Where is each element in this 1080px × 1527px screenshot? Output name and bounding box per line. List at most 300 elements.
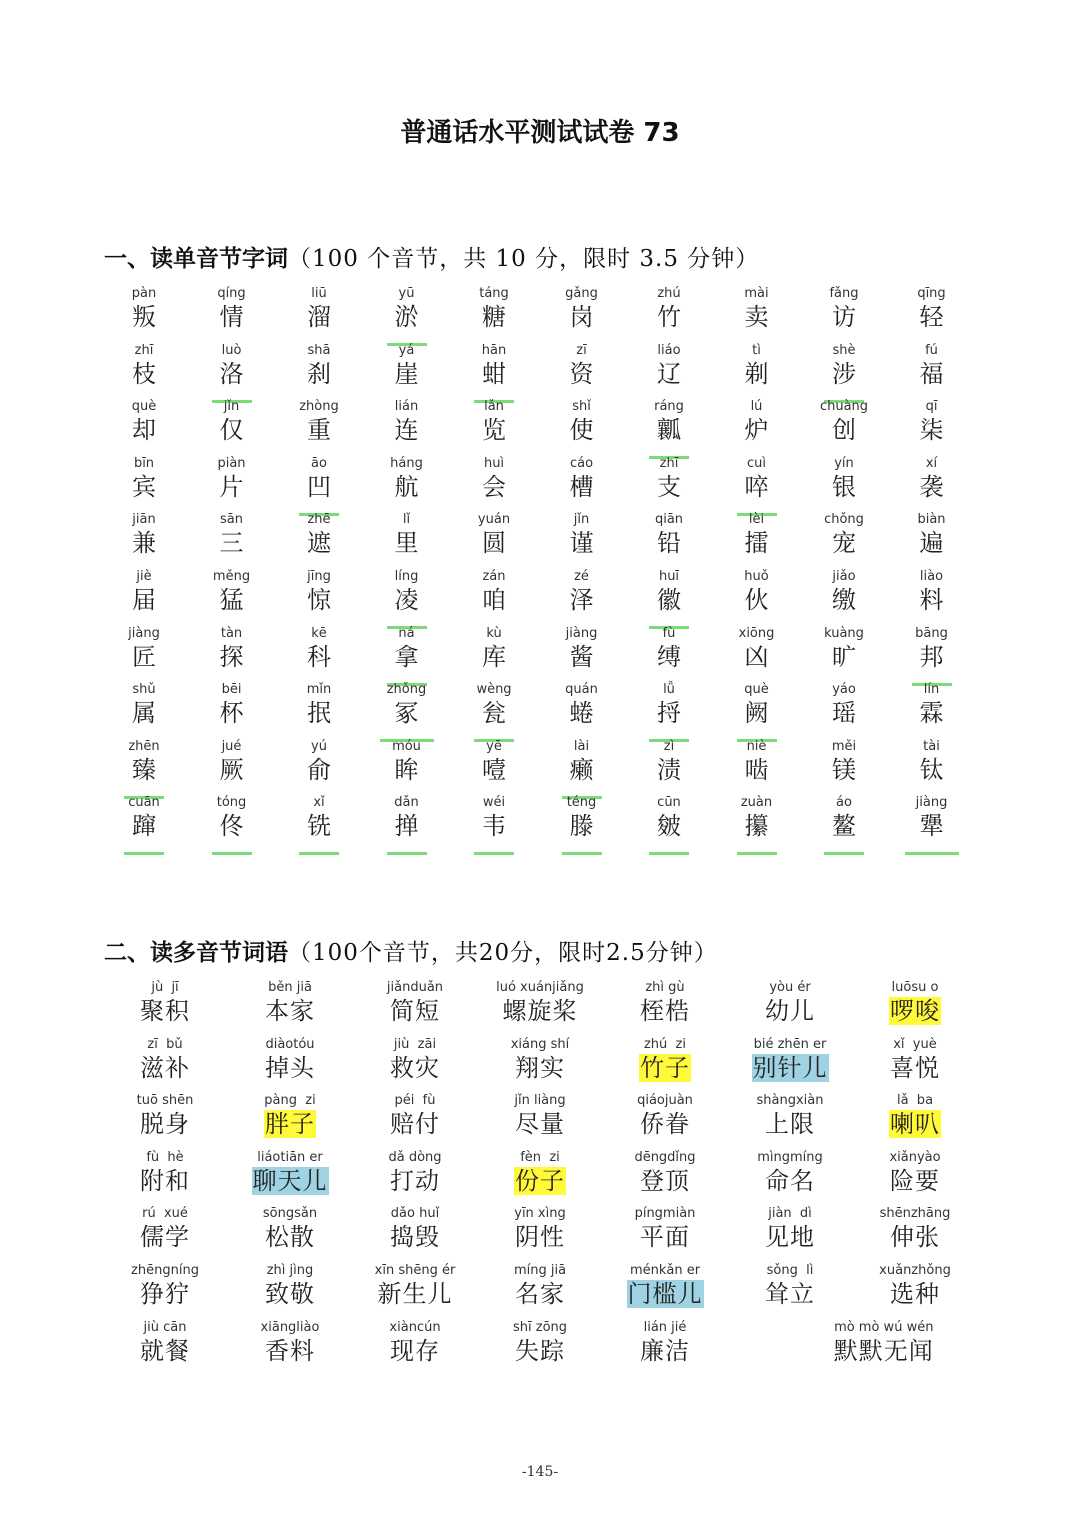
word [850, 1109, 980, 1139]
word [225, 996, 355, 1026]
hanzi: 轻 [919, 303, 944, 331]
hanzi: 噎 [482, 755, 506, 784]
hanzi: 袭 [919, 472, 944, 501]
syllable-cell [713, 456, 801, 512]
word-cell [600, 1093, 730, 1149]
syllable-cell [713, 399, 801, 455]
hanzi: 捋 [657, 699, 681, 728]
syllable-cell [625, 286, 713, 342]
word-text: 廉洁 [640, 1336, 690, 1365]
hanzi: 滕 [569, 812, 594, 841]
pinyin: jiàng [128, 625, 160, 641]
syllable-cell [275, 569, 363, 625]
syllable-cell [450, 739, 538, 795]
pinyin: xǐ [313, 795, 325, 811]
word-cell [350, 1037, 480, 1093]
pinyin: shè [832, 342, 856, 358]
pinyin: liào [919, 569, 944, 584]
difficulty-underline [649, 852, 689, 855]
pinyin: luōsu o [891, 980, 939, 995]
difficulty-underline [905, 852, 959, 855]
pinyin: pàng zi [264, 1093, 316, 1109]
syllable-cell [100, 795, 188, 851]
syllable-cell [188, 286, 276, 342]
hanzi: 缚 [657, 642, 681, 671]
difficulty-underline [124, 852, 164, 855]
word-cell [350, 1206, 480, 1262]
pinyin: yē [486, 738, 502, 754]
word [850, 996, 980, 1026]
hanzi: 宾 [132, 472, 156, 501]
word-cell [225, 1206, 355, 1262]
word [725, 1053, 855, 1083]
word-text: 螺旋桨 [502, 997, 578, 1025]
syllable-cell [363, 286, 451, 342]
hanzi: 徽 [657, 586, 681, 614]
pinyin: dǎo huǐ [390, 1206, 440, 1222]
word-cell [350, 1320, 480, 1376]
pinyin: liáotiān er [257, 1149, 323, 1165]
pinyin: jǐn [223, 399, 240, 415]
word-cell [350, 1263, 480, 1319]
syllable-cell [275, 286, 363, 342]
hanzi: 宠 [832, 529, 856, 558]
word-text: 侨眷 [640, 1110, 690, 1139]
syllable-cell [275, 626, 363, 682]
syllable-cell [538, 682, 626, 738]
word [350, 1166, 480, 1196]
hanzi: 涉 [832, 359, 856, 388]
word [850, 1166, 980, 1196]
section2-heading [104, 934, 718, 967]
pinyin: zī bǔ [147, 1036, 183, 1052]
word-text: 附和 [140, 1166, 190, 1195]
syllable-cell [538, 795, 626, 851]
syllable-cell [538, 399, 626, 455]
pinyin: zhì jìng [266, 1263, 314, 1278]
pinyin: diàotóu [265, 1036, 315, 1052]
pinyin: sān [220, 512, 243, 528]
pinyin: tóng [216, 795, 247, 811]
pinyin: piàn [217, 455, 246, 471]
word [225, 1166, 355, 1196]
word-text: 伸张 [890, 1223, 940, 1252]
word-cell [475, 1037, 605, 1093]
syllable-cell [450, 682, 538, 738]
word-text: 本家 [265, 997, 315, 1025]
word-cell [100, 1037, 230, 1093]
word [475, 1279, 605, 1309]
word-text: 致敬 [265, 1280, 315, 1308]
hanzi: 厥 [219, 755, 244, 784]
pinyin: sōngsǎn [262, 1206, 318, 1222]
pinyin: jiān [132, 512, 156, 528]
pinyin: jǐn liàng [514, 1093, 566, 1109]
pinyin: xiōng [738, 625, 775, 641]
pinyin: píngmiàn [634, 1206, 696, 1222]
pinyin: lǚ [663, 682, 675, 698]
hanzi: 邦 [919, 642, 944, 671]
pinyin: líng [394, 569, 419, 584]
word [475, 1053, 605, 1083]
pinyin: táng [479, 286, 509, 301]
syllable-cell [450, 795, 538, 851]
hanzi: 霖 [919, 699, 944, 728]
hanzi: 冢 [394, 699, 419, 728]
hanzi: 岗 [569, 303, 594, 331]
syllable-cell [713, 626, 801, 682]
word-text: 耸立 [765, 1280, 815, 1308]
difficulty-underline [824, 852, 864, 855]
pinyin: tài [923, 738, 940, 754]
hanzi: 蚶 [482, 359, 506, 388]
syllable-cell [625, 343, 713, 399]
hanzi: 淤 [394, 303, 419, 331]
syllable-cell [275, 795, 363, 851]
word [350, 1222, 480, 1252]
pinyin: móu [392, 738, 421, 754]
word-cell [725, 1206, 855, 1262]
syllable-cell [363, 626, 451, 682]
pinyin: shēnzhāng [879, 1206, 951, 1222]
pinyin: lín [923, 682, 940, 698]
pinyin: lài [573, 738, 590, 754]
syllable-cell [275, 512, 363, 568]
word-cell [225, 1150, 355, 1206]
pinyin: tuō shēn [136, 1093, 194, 1109]
hanzi: 属 [132, 699, 156, 728]
hanzi: 柒 [919, 416, 944, 445]
pinyin: chǒng [824, 512, 864, 528]
word-text: 门槛儿 [627, 1280, 703, 1308]
syllable-cell [275, 343, 363, 399]
syllable-cell [800, 569, 888, 625]
syllable-cell [538, 626, 626, 682]
word-cell [475, 980, 605, 1036]
pinyin: xiàncún [389, 1319, 441, 1335]
hanzi: 情 [219, 303, 244, 331]
word [350, 996, 480, 1026]
difficulty-underline [299, 852, 339, 855]
pinyin: fǎng [829, 286, 859, 301]
hanzi: 会 [482, 472, 506, 501]
pinyin: zhòng [299, 399, 339, 415]
hanzi: 酱 [569, 642, 594, 671]
syllable-cell [363, 739, 451, 795]
hanzi: 啮 [744, 755, 769, 784]
syllable-cell [188, 456, 276, 512]
pinyin: gǎng [565, 286, 598, 301]
syllable-cell [538, 286, 626, 342]
pinyin: yū [398, 286, 415, 301]
pinyin: quán [565, 682, 598, 698]
hanzi: 连 [394, 416, 419, 445]
hanzi: 剃 [744, 359, 769, 388]
syllable-cell [538, 569, 626, 625]
word-cell [850, 1263, 980, 1319]
hanzi: 使 [569, 416, 594, 445]
pinyin: huǒ [744, 569, 769, 584]
syllable-cell [713, 286, 801, 342]
syllable-cell [713, 682, 801, 738]
pinyin: què [744, 682, 769, 698]
word [475, 1336, 605, 1366]
syllable-cell [713, 739, 801, 795]
pinyin: qī [925, 399, 938, 415]
hanzi: 圆 [482, 529, 506, 558]
pinyin: mǐn [306, 682, 332, 698]
syllable-cell [188, 512, 276, 568]
word [475, 996, 605, 1026]
pinyin: jiè [136, 569, 152, 584]
word-text: 赔付 [390, 1110, 440, 1139]
pinyin: biàn [917, 512, 946, 528]
word-cell [600, 980, 730, 1036]
pinyin: xuǎnzhǒng [879, 1263, 951, 1278]
syllable-cell [100, 739, 188, 795]
word [350, 1336, 480, 1366]
pinyin: shǔ [132, 682, 156, 698]
syllable-cell [625, 456, 713, 512]
syllable-cell [625, 739, 713, 795]
pinyin: xiāngliào [260, 1319, 320, 1335]
syllable-cell [800, 682, 888, 738]
hanzi: 皴 [657, 812, 681, 841]
pinyin: huī [658, 569, 680, 584]
word-text: 桎梏 [640, 997, 690, 1025]
word-text: 平面 [640, 1223, 690, 1252]
hanzi: 重 [307, 416, 331, 445]
pinyin: měi [831, 738, 857, 754]
syllable-cell [800, 795, 888, 851]
syllable-cell [538, 343, 626, 399]
pinyin: zhì gù [645, 980, 685, 995]
word-cell [225, 1320, 355, 1376]
hanzi: 三 [219, 529, 244, 558]
syllable-cell [188, 399, 276, 455]
hanzi: 泽 [569, 586, 594, 614]
hanzi: 瑶 [832, 699, 856, 728]
syllable-cell [800, 399, 888, 455]
word [350, 1053, 480, 1083]
difficulty-underline [212, 852, 252, 855]
hanzi: 臻 [132, 755, 156, 784]
word-cell [850, 1093, 980, 1149]
hanzi: 犟 [919, 812, 944, 841]
word [600, 1222, 730, 1252]
syllable-cell [450, 456, 538, 512]
syllable-cell [275, 739, 363, 795]
word-cell [850, 1206, 980, 1262]
pinyin: qiáojuàn [637, 1093, 693, 1109]
pinyin: yín [834, 455, 854, 471]
word [850, 1053, 980, 1083]
pinyin: dēngdǐng [634, 1149, 696, 1165]
word [225, 1109, 355, 1139]
page-number: -145- [521, 1464, 559, 1480]
section1-heading [104, 240, 759, 273]
hanzi: 叛 [132, 303, 156, 331]
pinyin: bēi [221, 682, 242, 698]
word-text: 儒学 [140, 1223, 190, 1252]
word-cell [100, 1150, 230, 1206]
hanzi: 料 [919, 586, 944, 614]
pinyin: shàngxiàn [756, 1093, 824, 1109]
pinyin: lián jié [643, 1319, 687, 1335]
hanzi: 匠 [132, 642, 156, 671]
pinyin: měng [212, 569, 251, 584]
word-text: 狰狞 [140, 1280, 190, 1308]
pinyin: bīn [133, 455, 155, 471]
pinyin: luó xuánjiǎng [496, 980, 584, 995]
pinyin: jiù cān [143, 1319, 187, 1335]
pinyin: luò [221, 342, 242, 358]
syllable-cell [888, 569, 976, 625]
word-text: 见地 [765, 1223, 815, 1252]
word [600, 1166, 730, 1196]
hanzi: 科 [307, 642, 331, 671]
pinyin: jiǎnduǎn [386, 980, 444, 995]
pinyin: jiǎo [832, 569, 856, 584]
pinyin: wéi [482, 795, 506, 811]
word [100, 1053, 230, 1083]
syllable-cell [713, 569, 801, 625]
word-cell [350, 980, 480, 1036]
pinyin: áo [836, 795, 852, 811]
syllable-cell [100, 682, 188, 738]
pinyin: yáo [832, 682, 856, 698]
hanzi: 片 [219, 472, 244, 501]
syllable-cell [888, 456, 976, 512]
syllable-cell [100, 512, 188, 568]
syllable-cell [888, 286, 976, 342]
hanzi: 瓮 [482, 699, 506, 728]
syllable-cell [888, 399, 976, 455]
word-text: 名家 [515, 1280, 565, 1308]
word-text: 尽量 [515, 1110, 565, 1139]
word [850, 1279, 980, 1309]
syllable-cell [100, 569, 188, 625]
word-cell [850, 1037, 980, 1093]
word-text: 滋补 [140, 1053, 190, 1082]
syllable-cell [188, 569, 276, 625]
pinyin: tàn [220, 625, 243, 641]
word-text: 险要 [890, 1166, 940, 1195]
pinyin: mò mò wú wén [834, 1319, 934, 1335]
word [100, 1222, 230, 1252]
syllable-cell [188, 739, 276, 795]
word-text: 胖子 [265, 1110, 315, 1139]
syllable-cell [450, 399, 538, 455]
word-cell [819, 1320, 949, 1376]
pinyin: fú [925, 342, 938, 358]
difficulty-underline [387, 852, 427, 855]
pinyin: cūn [657, 795, 681, 811]
syllable-cell [888, 343, 976, 399]
syllable-cell [100, 343, 188, 399]
hanzi: 凶 [744, 642, 769, 671]
word [600, 1109, 730, 1139]
word [725, 1166, 855, 1196]
pinyin: zhī [134, 342, 154, 358]
hanzi: 缴 [832, 586, 856, 614]
word-text: 救灾 [390, 1053, 440, 1082]
syllable-cell [100, 286, 188, 342]
hanzi: 铅 [657, 529, 681, 558]
pinyin: zhú zi [643, 1036, 686, 1052]
word-cell [725, 980, 855, 1036]
pinyin: zán [482, 569, 506, 584]
word [725, 996, 855, 1026]
word-text: 聊天儿 [252, 1166, 328, 1195]
word [725, 1222, 855, 1252]
pinyin: rú xué [142, 1206, 188, 1222]
syllable-cell [625, 569, 713, 625]
word-cell [600, 1320, 730, 1376]
word-text: 上限 [765, 1110, 815, 1139]
pinyin: lǎn [484, 399, 504, 415]
word-text: 香料 [265, 1336, 315, 1365]
pinyin: kē [311, 625, 327, 641]
pinyin: xīn shēng ér [374, 1263, 456, 1278]
hanzi: 蜷 [569, 699, 594, 728]
hanzi: 探 [219, 642, 244, 671]
word-text: 打动 [390, 1166, 440, 1195]
word-text: 喜悦 [890, 1053, 940, 1082]
pinyin: xǐ yuè [893, 1036, 937, 1052]
pinyin: yá [398, 342, 415, 358]
pinyin: liū [311, 286, 327, 301]
word [475, 1109, 605, 1139]
word-text: 现存 [390, 1336, 440, 1365]
hanzi: 猛 [219, 586, 244, 614]
word [725, 1109, 855, 1139]
pinyin: niè [746, 738, 767, 754]
pinyin: bié zhēn er [753, 1036, 827, 1052]
hanzi: 资 [569, 359, 594, 388]
syllable-cell [800, 456, 888, 512]
hanzi: 惊 [307, 586, 331, 614]
word-text: 新生儿 [377, 1280, 453, 1308]
syllable-cell [188, 682, 276, 738]
pinyin: ménkǎn er [629, 1263, 701, 1278]
syllable-cell [363, 399, 451, 455]
syllable-cell [363, 795, 451, 851]
word-cell [225, 1093, 355, 1149]
word [350, 1109, 480, 1139]
pinyin: jǐn [573, 512, 590, 528]
pinyin: yú [311, 738, 327, 754]
hanzi: 却 [132, 416, 156, 445]
hanzi: 支 [657, 472, 681, 501]
hanzi: 览 [482, 416, 506, 445]
syllable-cell [450, 626, 538, 682]
word-cell [225, 1263, 355, 1319]
syllable-cell [363, 682, 451, 738]
hanzi: 卖 [744, 303, 769, 331]
hanzi: 凌 [394, 586, 419, 614]
syllable-cell [538, 739, 626, 795]
pinyin: xí [925, 455, 938, 471]
pinyin: xiáng shí [510, 1036, 570, 1052]
word-cell [475, 1320, 605, 1376]
word-text: 份子 [515, 1166, 565, 1195]
syllable-cell [625, 795, 713, 851]
word [100, 1279, 230, 1309]
syllable-cell [888, 626, 976, 682]
pinyin: lèi [748, 512, 765, 528]
syllable-cell [800, 512, 888, 568]
